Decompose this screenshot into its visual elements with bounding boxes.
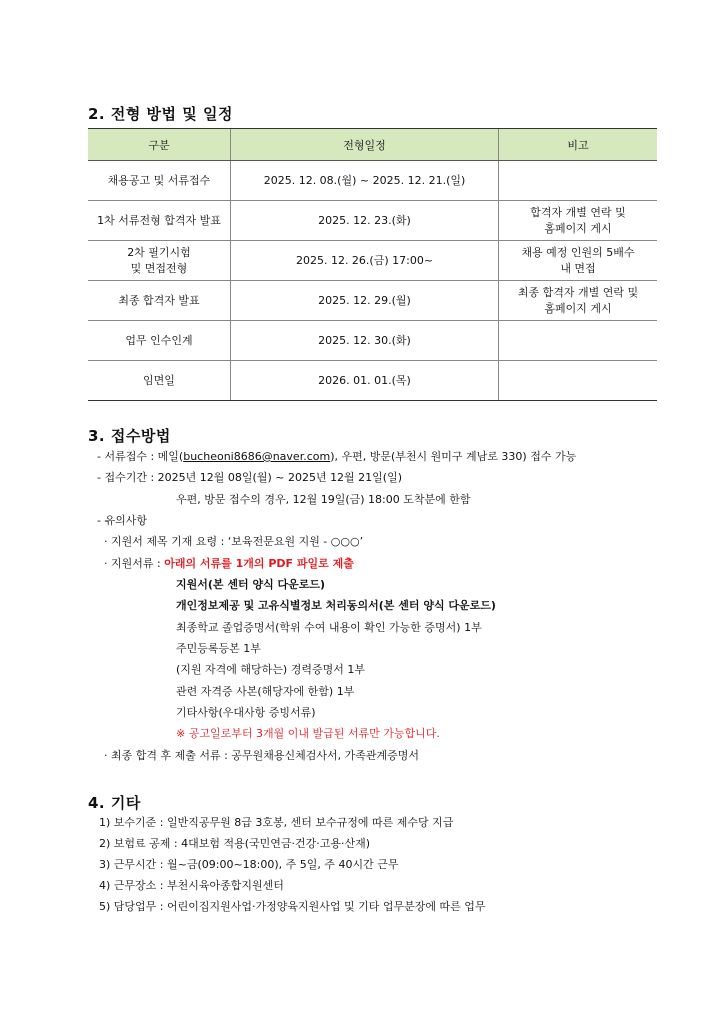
receipt-prefix: - 서류접수 : 메일( xyxy=(97,450,184,463)
table-row xyxy=(88,201,657,241)
receipt-suffix: ), 우편, 방문(부천시 원미구 계남로 330) 접수 가능 xyxy=(330,450,577,463)
section-2-title: 2. 전형 방법 및 일정 xyxy=(88,105,233,123)
stage-cell: 최종 합격자 발표 xyxy=(88,281,231,321)
doc-item: 지원서(본 센터 양식 다운로드) xyxy=(176,578,326,591)
docs-label: · 지원서류 : xyxy=(104,557,165,570)
table-row xyxy=(88,321,657,361)
receipt-line xyxy=(97,450,576,464)
schedule-cell: 2025. 12. 26.(금) 17:00~ xyxy=(231,241,499,281)
doc-item: 개인정보제공 및 고유식별정보 처리동의서(본 센터 양식 다운로드) xyxy=(176,599,496,612)
notes-label: - 유의사항 xyxy=(97,514,147,527)
doc-item: 주민등록등본 1부 xyxy=(176,642,261,655)
misc-item: 4) 근무장소 : 부천시육아종합지원센터 xyxy=(99,879,284,892)
note-cell xyxy=(499,321,658,361)
note-cell xyxy=(499,361,658,401)
header-note: 비고 xyxy=(499,129,658,161)
header-schedule: 전형일정 xyxy=(231,129,499,161)
misc-item: 1) 보수기준 : 일반직공무원 8급 3호봉, 센터 보수규정에 따른 제수당 지급 xyxy=(99,816,454,829)
schedule-cell: 2025. 12. 23.(화) xyxy=(231,201,499,241)
stage-cell: 채용공고 및 서류접수 xyxy=(88,161,231,201)
docs-warning: ※ 공고일로부터 3개월 이내 발급된 서류만 가능합니다. xyxy=(176,727,440,740)
header-stage: 구분 xyxy=(88,129,231,161)
stage-cell: 2차 필기시험 및 면접전형 xyxy=(88,241,231,281)
table-row xyxy=(88,361,657,401)
note-cell: 합격자 개별 연락 및 홈페이지 게시 xyxy=(499,201,658,241)
table-row xyxy=(88,161,657,201)
note-cell: 최종 합격자 개별 연락 및 홈페이지 게시 xyxy=(499,281,658,321)
stage-cell: 임면일 xyxy=(88,361,231,401)
schedule-cell: 2026. 01. 01.(목) xyxy=(231,361,499,401)
doc-item: 기타사항(우대사항 증빙서류) xyxy=(176,706,316,719)
section-3-title: 3. 접수방법 xyxy=(88,427,171,445)
schedule-cell: 2025. 12. 30.(화) xyxy=(231,321,499,361)
misc-item: 5) 담당업무 : 어린이집지원사업·가정양육지원사업 및 기타 업무분장에 따른 업무 xyxy=(99,900,486,913)
stage-cell: 1차 서류전형 합격자 발표 xyxy=(88,201,231,241)
doc-item: 관련 자격증 사본(해당자에 한함) 1부 xyxy=(176,685,355,698)
table-header-row xyxy=(88,129,657,161)
schedule-table xyxy=(88,128,657,401)
email-link[interactable]: bucheoni8686@naver.com xyxy=(183,450,331,463)
doc-item: (지원 자격에 해당하는) 경력증명서 1부 xyxy=(176,663,365,676)
section-4-title: 4. 기타 xyxy=(88,794,141,812)
docs-line xyxy=(104,557,354,571)
misc-item: 2) 보험료 공제 : 4대보험 적용(국민연금·건강·고용·산재) xyxy=(99,837,371,850)
period-line: - 접수기간 : 2025년 12월 08일(월) ~ 2025년 12월 21일(일) xyxy=(97,471,403,484)
table-row xyxy=(88,241,657,281)
schedule-cell: 2025. 12. 08.(월) ~ 2025. 12. 21.(일) xyxy=(231,161,499,201)
final-docs: · 최종 합격 후 제출 서류 : 공무원채용신체검사서, 가족관계증명서 xyxy=(104,749,419,762)
note-cell: 채용 예정 인원의 5배수 내 면접 xyxy=(499,241,658,281)
misc-item: 3) 근무시간 : 월~금(09:00~18:00), 주 5일, 주 40시간 근무 xyxy=(99,858,399,871)
docs-emphasis: 아래의 서류를 1개의 PDF 파일로 제출 xyxy=(164,557,354,570)
period-note: 우편, 방문 접수의 경우, 12월 19일(금) 18:00 도착분에 한함 xyxy=(176,493,471,506)
stage-cell: 업무 인수인계 xyxy=(88,321,231,361)
schedule-cell: 2025. 12. 29.(월) xyxy=(231,281,499,321)
doc-item: 최종학교 졸업증명서(학위 수여 내용이 확인 가능한 증명서) 1부 xyxy=(176,621,482,634)
note-cell xyxy=(499,161,658,201)
table-row xyxy=(88,281,657,321)
subject-rule: · 지원서 제목 기재 요령 : ‘보육전문요원 지원 - ○○○’ xyxy=(104,535,364,548)
